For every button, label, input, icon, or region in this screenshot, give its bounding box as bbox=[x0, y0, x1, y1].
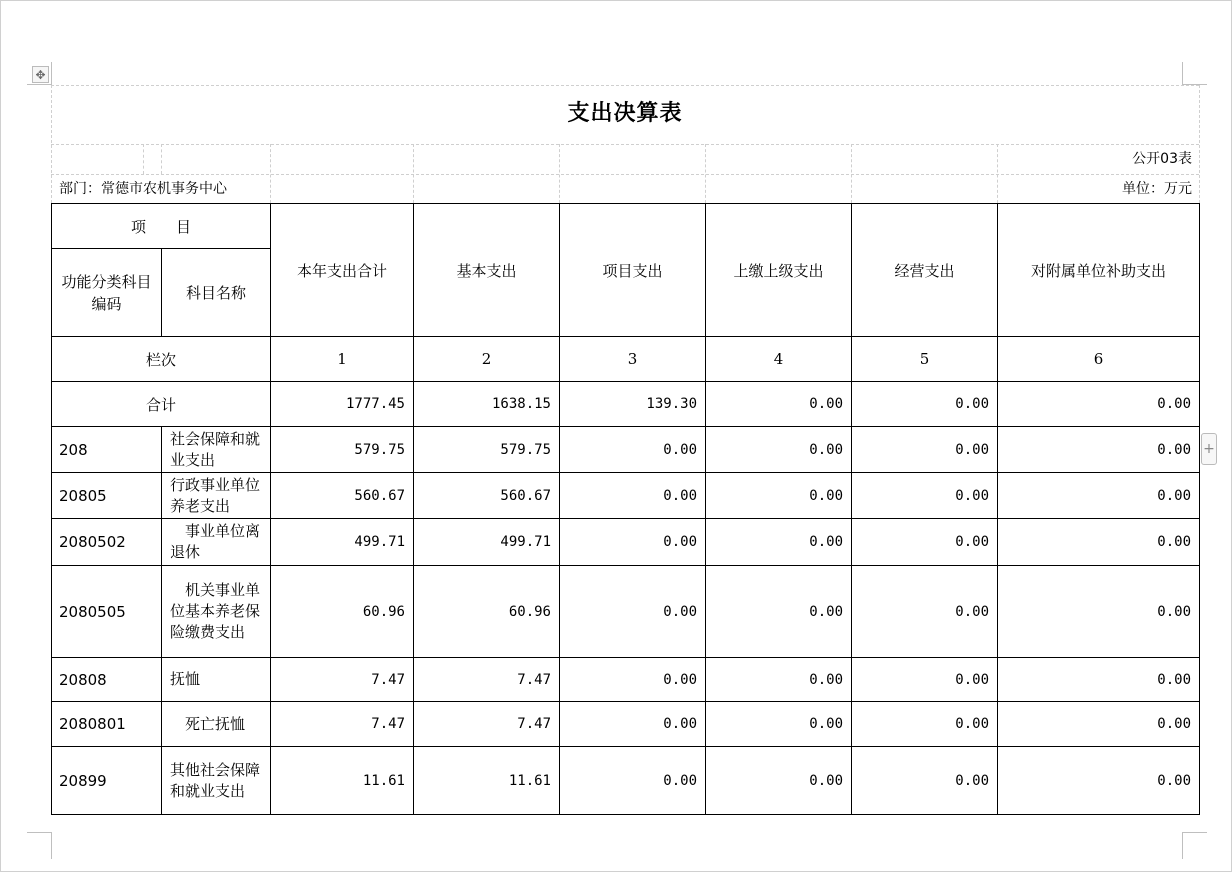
table-cell: 0.00 bbox=[998, 747, 1200, 815]
gridline bbox=[161, 144, 162, 174]
table-cell: 0.00 bbox=[998, 702, 1200, 747]
total-label: 合计 bbox=[52, 382, 271, 427]
table-cell: 7.47 bbox=[271, 702, 414, 747]
row-subject-name: 事业单位离退休 bbox=[162, 519, 271, 566]
table-cell: 0.00 bbox=[706, 566, 852, 658]
table-row bbox=[52, 473, 1200, 519]
unit-label: 单位：万元 bbox=[1122, 181, 1192, 197]
table-cell: 0.00 bbox=[998, 427, 1200, 473]
column-index-row bbox=[52, 337, 1200, 382]
table-cell: 7.47 bbox=[414, 658, 560, 702]
table-cell: 0.00 bbox=[560, 658, 706, 702]
gridline bbox=[270, 144, 271, 203]
table-cell: 0.00 bbox=[852, 473, 998, 519]
header-basic: 基本支出 bbox=[414, 204, 560, 337]
header-business: 经营支出 bbox=[852, 204, 998, 337]
row-subject-name: 行政事业单位养老支出 bbox=[162, 473, 271, 519]
table-cell: 0.00 bbox=[998, 566, 1200, 658]
table-cell: 0.00 bbox=[560, 519, 706, 566]
add-column-plus-icon[interactable]: + bbox=[1201, 433, 1217, 465]
table-cell: 11.61 bbox=[414, 747, 560, 815]
header-total: 本年支出合计 bbox=[271, 204, 414, 337]
table-cell: 0.00 bbox=[706, 382, 852, 427]
row-code: 2080502 bbox=[52, 519, 162, 566]
table-cell: 0.00 bbox=[706, 473, 852, 519]
gridline bbox=[143, 144, 144, 174]
table-cell: 0.00 bbox=[706, 658, 852, 702]
table-cell: 0.00 bbox=[706, 702, 852, 747]
table-id-label: 公开03表 bbox=[1132, 151, 1192, 167]
table-cell: 7.47 bbox=[271, 658, 414, 702]
table-cell: 11.61 bbox=[271, 747, 414, 815]
table-cell: 1777.45 bbox=[271, 382, 414, 427]
department-label: 部门：常德市农机事务中心 bbox=[59, 181, 227, 197]
table-cell: 0.00 bbox=[998, 473, 1200, 519]
row-subject-name: 其他社会保障和就业支出 bbox=[162, 747, 271, 815]
table-cell: 0.00 bbox=[998, 519, 1200, 566]
table-row bbox=[52, 427, 1200, 473]
table-cell: 0.00 bbox=[852, 747, 998, 815]
table-cell: 0.00 bbox=[706, 519, 852, 566]
table-cell: 560.67 bbox=[271, 473, 414, 519]
table-cell: 0.00 bbox=[560, 427, 706, 473]
table-cell: 0.00 bbox=[852, 658, 998, 702]
table-cell: 560.67 bbox=[414, 473, 560, 519]
table-cell: 499.71 bbox=[414, 519, 560, 566]
row-code: 2080505 bbox=[52, 566, 162, 658]
row-subject-name: 死亡抚恤 bbox=[162, 702, 271, 747]
gridline bbox=[851, 144, 852, 203]
table-cell: 0.00 bbox=[560, 473, 706, 519]
table-cell: 7.47 bbox=[414, 702, 560, 747]
gridline bbox=[51, 144, 1199, 145]
header-subject-name: 科目名称 bbox=[162, 249, 271, 337]
header-project: 项目支出 bbox=[560, 204, 706, 337]
column-index-label: 栏次 bbox=[52, 337, 271, 382]
table-row bbox=[52, 747, 1200, 815]
column-index-number: 2 bbox=[414, 337, 560, 382]
table-cell: 0.00 bbox=[852, 566, 998, 658]
table-cell: 1638.15 bbox=[414, 382, 560, 427]
row-code: 20808 bbox=[52, 658, 162, 702]
crop-mark-top-right bbox=[1182, 62, 1207, 85]
table-cell: 0.00 bbox=[852, 427, 998, 473]
table-move-handle-icon[interactable]: ✥ bbox=[32, 66, 49, 83]
column-index-number: 3 bbox=[560, 337, 706, 382]
table-cell: 139.30 bbox=[560, 382, 706, 427]
table-cell: 0.00 bbox=[852, 519, 998, 566]
header-upper: 上缴上级支出 bbox=[706, 204, 852, 337]
column-index-number: 5 bbox=[852, 337, 998, 382]
row-subject-name: 抚恤 bbox=[162, 658, 271, 702]
gridline bbox=[51, 174, 1199, 175]
table-cell: 60.96 bbox=[414, 566, 560, 658]
table-cell: 0.00 bbox=[706, 427, 852, 473]
gridline bbox=[705, 144, 706, 203]
gridline bbox=[559, 144, 560, 203]
table-cell: 0.00 bbox=[852, 702, 998, 747]
table-row bbox=[52, 566, 1200, 658]
row-code: 20899 bbox=[52, 747, 162, 815]
row-code: 2080801 bbox=[52, 702, 162, 747]
table-cell: 579.75 bbox=[271, 427, 414, 473]
column-index-number: 6 bbox=[998, 337, 1200, 382]
header-func-code: 功能分类科目编码 bbox=[52, 249, 162, 337]
table-cell: 0.00 bbox=[560, 747, 706, 815]
column-index-number: 4 bbox=[706, 337, 852, 382]
table-cell: 0.00 bbox=[560, 566, 706, 658]
expenditure-table bbox=[51, 203, 1200, 815]
header-subsidy: 对附属单位补助支出 bbox=[998, 204, 1200, 337]
row-subject-name: 社会保障和就业支出 bbox=[162, 427, 271, 473]
row-subject-name: 机关事业单位基本养老保险缴费支出 bbox=[162, 566, 271, 658]
table-cell: 499.71 bbox=[271, 519, 414, 566]
header-item: 项 目 bbox=[52, 204, 271, 249]
gridline bbox=[997, 144, 998, 203]
table-cell: 0.00 bbox=[560, 702, 706, 747]
table-cell: 60.96 bbox=[271, 566, 414, 658]
total-row bbox=[52, 382, 1200, 427]
row-code: 20805 bbox=[52, 473, 162, 519]
table-cell: 579.75 bbox=[414, 427, 560, 473]
crop-mark-bottom-right bbox=[1182, 832, 1207, 859]
table-row bbox=[52, 519, 1200, 566]
table-row bbox=[52, 702, 1200, 747]
row-code: 208 bbox=[52, 427, 162, 473]
column-index-number: 1 bbox=[271, 337, 414, 382]
gridline bbox=[51, 85, 1199, 86]
table-cell: 0.00 bbox=[852, 382, 998, 427]
table-cell: 0.00 bbox=[706, 747, 852, 815]
table-row bbox=[52, 658, 1200, 702]
table-cell: 0.00 bbox=[998, 382, 1200, 427]
page-title: 支出决算表 bbox=[567, 101, 683, 126]
gridline bbox=[1199, 85, 1200, 203]
gridline bbox=[413, 144, 414, 203]
table-cell: 0.00 bbox=[998, 658, 1200, 702]
crop-mark-bottom-left bbox=[27, 832, 52, 859]
